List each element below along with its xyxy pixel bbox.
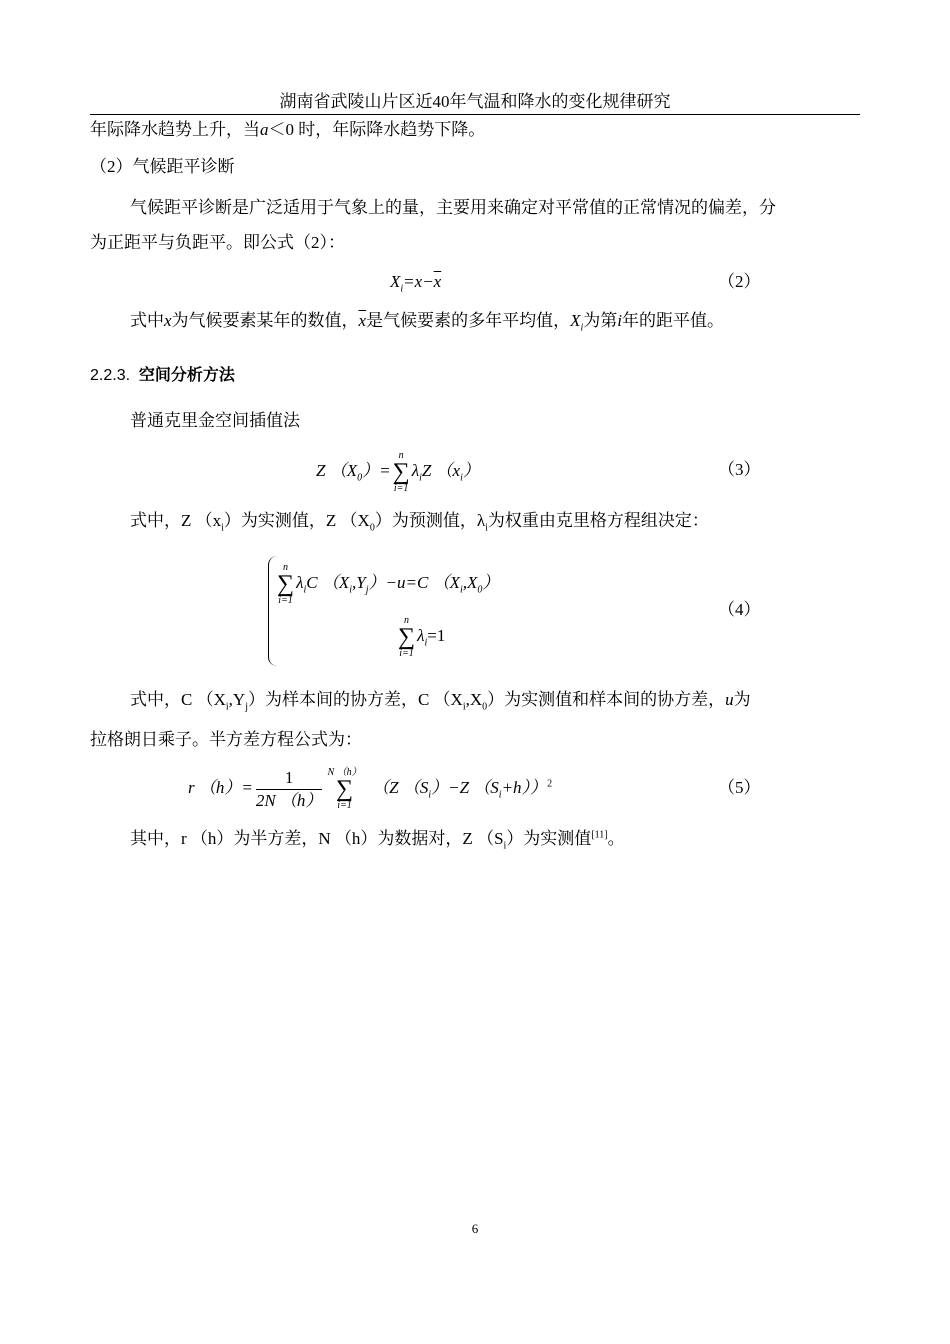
formula-part: i <box>303 584 307 596</box>
paragraph-kriging: 普通克里金空间插值法 <box>130 411 300 430</box>
formula-part: 为 <box>733 690 751 709</box>
formula-part: i=1 <box>399 648 414 660</box>
formula-part: 1 <box>256 767 323 790</box>
formula-part: n <box>398 450 404 462</box>
formula-part: j <box>365 584 369 596</box>
sym: Z （X <box>316 461 358 480</box>
formula-part: ）为实测值和样本间的协方差， <box>487 690 726 709</box>
formula-part: ∑ <box>398 624 416 651</box>
sub: i <box>400 283 404 295</box>
formula-part: =1 <box>427 626 446 645</box>
formula-part: ,X <box>462 573 478 592</box>
formula-part: ∑ <box>392 459 410 486</box>
text: 为气候要素某年的数值， <box>171 311 359 330</box>
summation-icon <box>277 562 294 606</box>
text: ）为预测值，λ <box>374 511 486 530</box>
formula-part: ）为样本间的协方差，C （X <box>247 690 463 709</box>
formula-part: C （X <box>306 573 350 592</box>
formula-part: +h）） <box>501 778 548 797</box>
formula-part: （Z （S <box>372 778 429 797</box>
formula-part: 。 <box>607 829 625 848</box>
formula-part: 2N （h） <box>255 790 323 810</box>
formula-part: λ <box>296 573 304 592</box>
summation-icon <box>327 767 361 811</box>
paragraph-trend <box>90 118 485 142</box>
formula-part: i <box>349 584 353 596</box>
text: 式中，Z （x <box>130 511 222 530</box>
subheading-anomaly: （2）气候距平诊断 <box>90 157 235 176</box>
formula-part: ）−Z （S <box>431 778 499 797</box>
formula-part: ）−u=C （X <box>368 573 460 592</box>
formula-part: ∑ <box>277 571 295 598</box>
formula-part: i <box>428 789 432 801</box>
formula-part: r （h）= <box>188 778 253 797</box>
formula-part: ,X <box>465 690 483 709</box>
sub: i <box>221 522 224 534</box>
formula-part: λ <box>417 626 425 645</box>
section-number: 2.2.3. <box>90 367 131 384</box>
equation-2 <box>390 270 441 294</box>
sym: Z （x <box>421 461 461 480</box>
equation-number-5: （5） <box>718 778 761 797</box>
sub: i <box>460 472 463 484</box>
formula-part: ∑ <box>335 776 354 803</box>
sub: i <box>419 472 422 484</box>
summation-icon <box>393 450 410 494</box>
formula-part: i <box>459 584 463 596</box>
section-title: 空间分析方法 <box>138 367 235 384</box>
formula-part: i=1 <box>393 483 409 495</box>
paragraph-definition <box>130 309 724 333</box>
sub: 0 <box>357 472 363 484</box>
sym: ）= <box>362 461 391 480</box>
text: ）为实测值，Z （X <box>223 511 370 530</box>
paragraph-anomaly-2: 为正距平与负距平。即公式（2）： <box>90 233 345 252</box>
formula-part: ） <box>482 573 500 592</box>
var: $\overline{x}$ <box>358 311 367 330</box>
text: 是气候要素的多年平均值， <box>366 311 571 330</box>
equation-number-3: （3） <box>718 460 761 479</box>
text: 式中 <box>130 311 164 330</box>
text: 年的距平值。 <box>622 311 724 330</box>
section-heading <box>90 364 235 388</box>
formula-part: j <box>245 701 248 713</box>
var: i <box>617 311 622 330</box>
page-number: 6 <box>471 1221 479 1236</box>
formula-part: ,Y <box>352 573 366 592</box>
formula-part: 0 <box>477 584 483 596</box>
var: X <box>570 311 581 330</box>
var: x <box>164 311 172 330</box>
sym: λ <box>411 461 420 480</box>
xbar: $\overline{x}$ <box>433 272 442 291</box>
formula-part: n <box>283 562 289 574</box>
running-header: 湖南省武陵山片区近40年气温和降水的变化规律研究 <box>279 92 671 111</box>
formula-part: u <box>725 690 734 709</box>
formula-part: i <box>498 789 502 801</box>
formula-part: n <box>404 615 410 627</box>
formula-part: ）为实测值 <box>506 829 592 848</box>
formula-part: N （h） <box>327 767 362 779</box>
sub: 0 <box>369 522 375 534</box>
formula-part: i <box>462 701 466 713</box>
header-rule <box>90 114 860 115</box>
paragraph-kriging-def <box>130 509 709 533</box>
formula-part: 0 <box>482 701 488 713</box>
summation-icon <box>398 615 415 659</box>
formula-part: ,Y <box>228 690 246 709</box>
paragraph-semivariance <box>130 827 625 851</box>
sym: ） <box>462 461 480 480</box>
equation-number-2: （2） <box>718 272 761 291</box>
formula-part: i <box>503 840 507 852</box>
citation-link[interactable]: [11] <box>591 829 608 841</box>
text: ＜0 时，年际降水趋势下降。 <box>268 120 486 139</box>
formula-part: 其中，r （h）为半方差，N （h）为数据对，Z （S <box>130 829 504 848</box>
text: 为权重由克里格方程组决定： <box>487 511 709 530</box>
formula-part: i=1 <box>337 800 352 812</box>
equation-3 <box>316 447 480 495</box>
formula-part: 2 <box>547 778 553 790</box>
sub: i <box>485 522 488 534</box>
equation-4-row-1 <box>275 559 499 607</box>
text: 年际降水趋势上升，当 <box>90 120 260 139</box>
equation-4-row-2 <box>396 612 445 660</box>
paragraph-anomaly-1: 气候距平诊断是广泛适用于气象上的量，主要用来确定对平常值的正常情况的偏差，分 <box>130 198 776 217</box>
equation-number-4: （4） <box>718 600 761 619</box>
paragraph-covariance-1 <box>130 688 751 712</box>
equation-5 <box>188 762 552 814</box>
formula-part: i <box>424 637 428 649</box>
sym: =x− <box>403 272 434 291</box>
formula-part: 式中，C （X <box>130 690 226 709</box>
var-a: a <box>260 120 269 139</box>
sub: i <box>580 322 584 334</box>
text: 为第 <box>583 311 618 330</box>
formula-part: i <box>225 701 229 713</box>
formula-part: i=1 <box>278 595 293 607</box>
paragraph-covariance-2: 拉格朗日乘子。半方差方程公式为： <box>90 730 362 749</box>
sym: X <box>390 272 401 291</box>
fraction <box>256 767 323 812</box>
